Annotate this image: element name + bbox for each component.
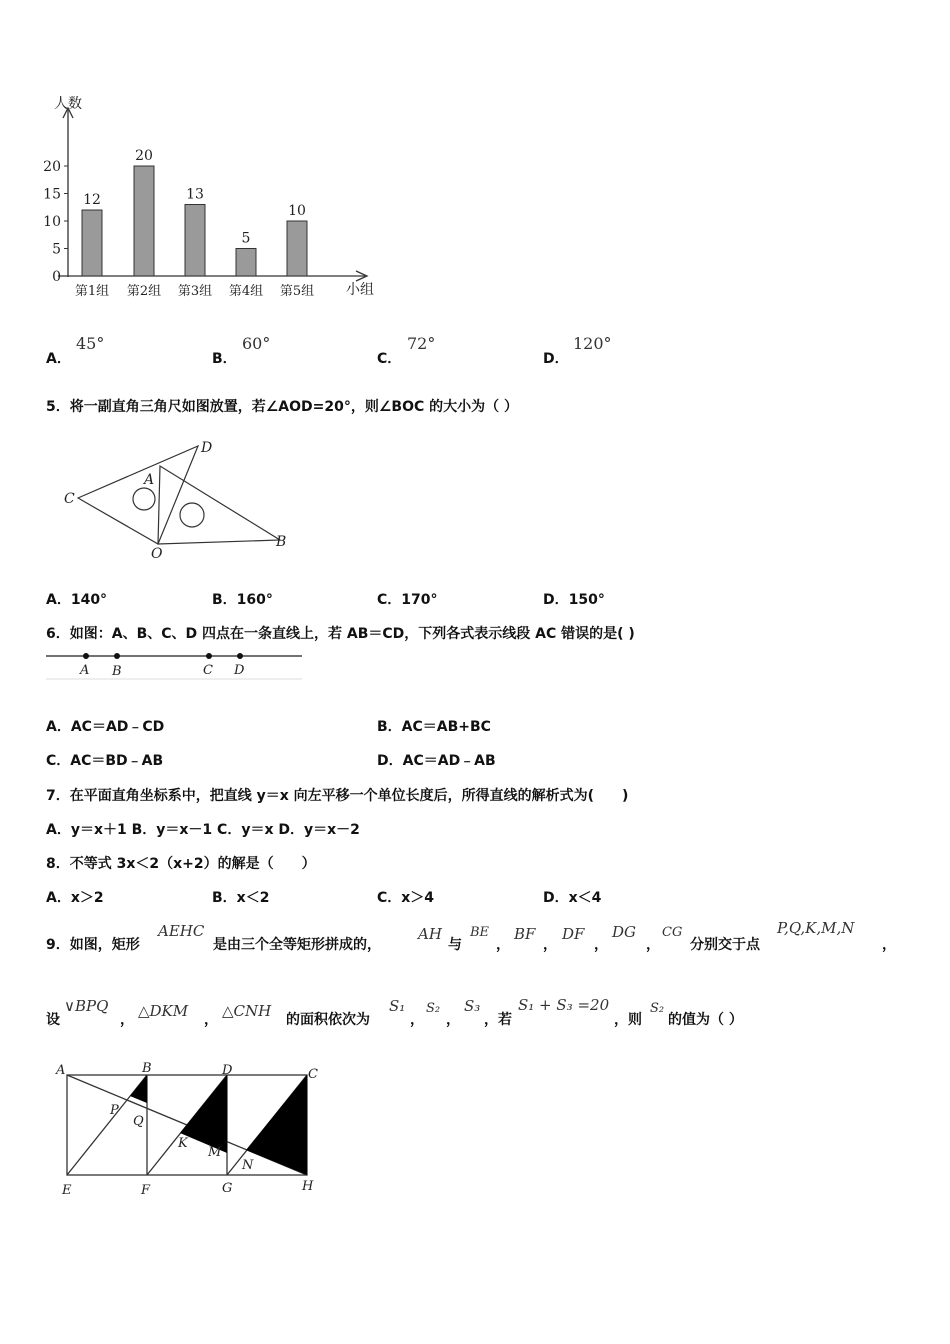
label-d: D (201, 440, 213, 456)
q6-text: 6．如图：A、B、C、D 四点在一条直线上，若 AB＝CD，下列各式表示线段 AC 错误的是( ) (46, 626, 635, 642)
q8-text: 8．不等式 3x＜2（x+2）的解是（ ） (46, 856, 316, 872)
circle-left (133, 488, 155, 510)
y-tick-label: 0 (52, 269, 61, 285)
q5-figure (58, 436, 298, 561)
q8-option-c[interactable]: C．x＞4 (377, 890, 435, 906)
q9-seg-bf: BF (514, 925, 536, 943)
q4-option-b-value: 60° (242, 334, 271, 353)
point-c (206, 653, 212, 659)
q4-option-b[interactable]: B． (212, 351, 237, 367)
y-axis-label: 人数 (54, 96, 82, 112)
q9-rect-name: AEHC (158, 922, 205, 940)
q9-line2-b: 的面积依次为 (286, 1012, 370, 1028)
q6-figure (44, 646, 306, 682)
label-d: D (222, 1063, 233, 1078)
triangle-bpq (130, 1075, 147, 1103)
q6-option-d[interactable]: D．AC＝AD﹣AB (377, 753, 496, 769)
q9-comma: ， (496, 937, 510, 953)
y-tick-label: 5 (52, 241, 61, 258)
q9-line1-c: 分别交于点 (690, 937, 760, 953)
q4-option-d[interactable]: D． (543, 351, 569, 367)
q9-seg-cg: CG (662, 925, 683, 940)
label-b: B (142, 1061, 152, 1076)
bar (236, 249, 256, 277)
q5-option-c[interactable]: C．170° (377, 592, 438, 608)
label-n: N (242, 1158, 254, 1173)
q4-option-a[interactable]: A． (46, 351, 71, 367)
bar-value-label: 20 (135, 148, 153, 164)
q9-s1: S₁ (389, 997, 406, 1015)
q9-s2-again: S₂ (650, 1001, 665, 1016)
bar-value-label: 12 (83, 192, 101, 208)
bar-chart (40, 92, 390, 307)
q9-seg-dg: DG (612, 923, 637, 941)
triangle-cod (78, 446, 198, 544)
q7-options[interactable]: A．y＝x＋1 B．y＝x－1 C．y＝x D．y＝x－2 (46, 822, 360, 838)
label-a: A (144, 472, 155, 488)
q9-tri-dkm: △DKM (138, 1002, 189, 1020)
bar-value-label: 13 (186, 186, 204, 203)
q4-option-d-value: 120° (573, 334, 612, 353)
q9-seg-be: BE (470, 925, 490, 940)
point-d (237, 653, 243, 659)
category-label: 第3组 (177, 284, 213, 299)
q9-tri-bpq: ∨BPQ (64, 997, 109, 1015)
label-p: P (110, 1103, 119, 1118)
label-d: D (234, 663, 245, 678)
q6-option-c[interactable]: C．AC＝BD﹣AB (46, 753, 164, 769)
y-tick-label: 15 (43, 186, 61, 203)
q9-line2-a: 设 (46, 1012, 60, 1028)
point-a (83, 653, 89, 659)
q6-option-b[interactable]: B．AC＝AB+BC (377, 719, 491, 735)
q9-comma: ， (543, 937, 557, 953)
label-c: C (308, 1067, 318, 1082)
q9-line1-b: 是由三个全等矩形拼成的， (213, 937, 381, 953)
q9-comma: ， (594, 937, 608, 953)
category-label: 第5组 (279, 284, 315, 299)
label-f: F (141, 1183, 151, 1198)
category-label: 第2组 (126, 284, 162, 299)
label-m: M (208, 1145, 222, 1160)
q9-line1-a: 9．如图，矩形 (46, 937, 140, 953)
label-a: A (80, 663, 90, 678)
q5-option-d[interactable]: D．150° (543, 592, 605, 608)
q4-option-a-value: 45° (76, 334, 105, 353)
bar (287, 221, 307, 276)
label-k: K (178, 1136, 188, 1151)
q5-option-a[interactable]: A．140° (46, 592, 108, 608)
bar (134, 166, 154, 276)
bar (185, 205, 205, 277)
label-e: E (62, 1183, 72, 1198)
q9-figure (50, 1058, 335, 1203)
triangle-aob (158, 466, 280, 544)
q6-option-a[interactable]: A．AC＝AD﹣CD (46, 719, 165, 735)
q9-comma: ， (410, 1012, 424, 1028)
label-g: G (222, 1181, 233, 1196)
q9-points: P,Q,K,M,N (777, 919, 855, 937)
q9-yu: 与 (448, 937, 462, 953)
y-tick-label: 10 (43, 214, 61, 230)
q9-line2-e: 的值为（ ） (668, 1012, 743, 1028)
q9-comma: ， (120, 1012, 134, 1028)
label-o: O (151, 546, 163, 561)
label-q: Q (133, 1114, 144, 1129)
bar (82, 210, 102, 276)
label-a: A (56, 1063, 66, 1078)
q9-seg-ah: AH (418, 925, 442, 943)
q9-comma: ， (646, 937, 660, 953)
category-label: 第1组 (74, 284, 110, 299)
q9-line2-d: ，则 (614, 1012, 642, 1028)
q7-text: 7．在平面直角坐标系中，把直线 y＝x 向左平移一个单位长度后，所得直线的解析式为( ) (46, 788, 629, 804)
triangle-cnh (246, 1075, 307, 1175)
point-b (114, 653, 120, 659)
label-c: C (203, 663, 213, 678)
bar-value-label: 5 (241, 230, 251, 247)
label-c: C (64, 491, 75, 507)
q8-option-b[interactable]: B．x＜2 (212, 890, 270, 906)
label-h: H (302, 1179, 314, 1194)
q9-s2: S₂ (426, 1001, 441, 1016)
y-tick-label: 20 (43, 159, 61, 175)
q9-line2-c: ，若 (484, 1012, 512, 1028)
q8-option-a[interactable]: A．x＞2 (46, 890, 104, 906)
q4-option-c-value: 72° (407, 334, 436, 353)
q5-option-b[interactable]: B．160° (212, 592, 273, 608)
q9-comma: ， (882, 937, 896, 953)
x-axis-label: 小组 (346, 282, 374, 298)
q4-option-c[interactable]: C． (377, 351, 402, 367)
circle-right (180, 503, 204, 527)
label-b: B (112, 664, 122, 679)
q9-comma: ， (446, 1012, 460, 1028)
q5-text: 5．将一副直角三角尺如图放置，若∠AOD=20°，则∠BOC 的大小为（ ） (46, 399, 519, 415)
q9-seg-df: DF (562, 925, 585, 943)
q8-option-d[interactable]: D．x＜4 (543, 890, 602, 906)
q9-tri-cnh: △CNH (222, 1002, 272, 1020)
q9-s3: S₃ (464, 997, 481, 1015)
q9-comma: ， (204, 1012, 218, 1028)
bar-value-label: 10 (288, 203, 306, 219)
q9-equation: S₁ + S₃ =20 (518, 996, 610, 1014)
category-label: 第4组 (228, 284, 264, 299)
label-b: B (276, 534, 287, 550)
